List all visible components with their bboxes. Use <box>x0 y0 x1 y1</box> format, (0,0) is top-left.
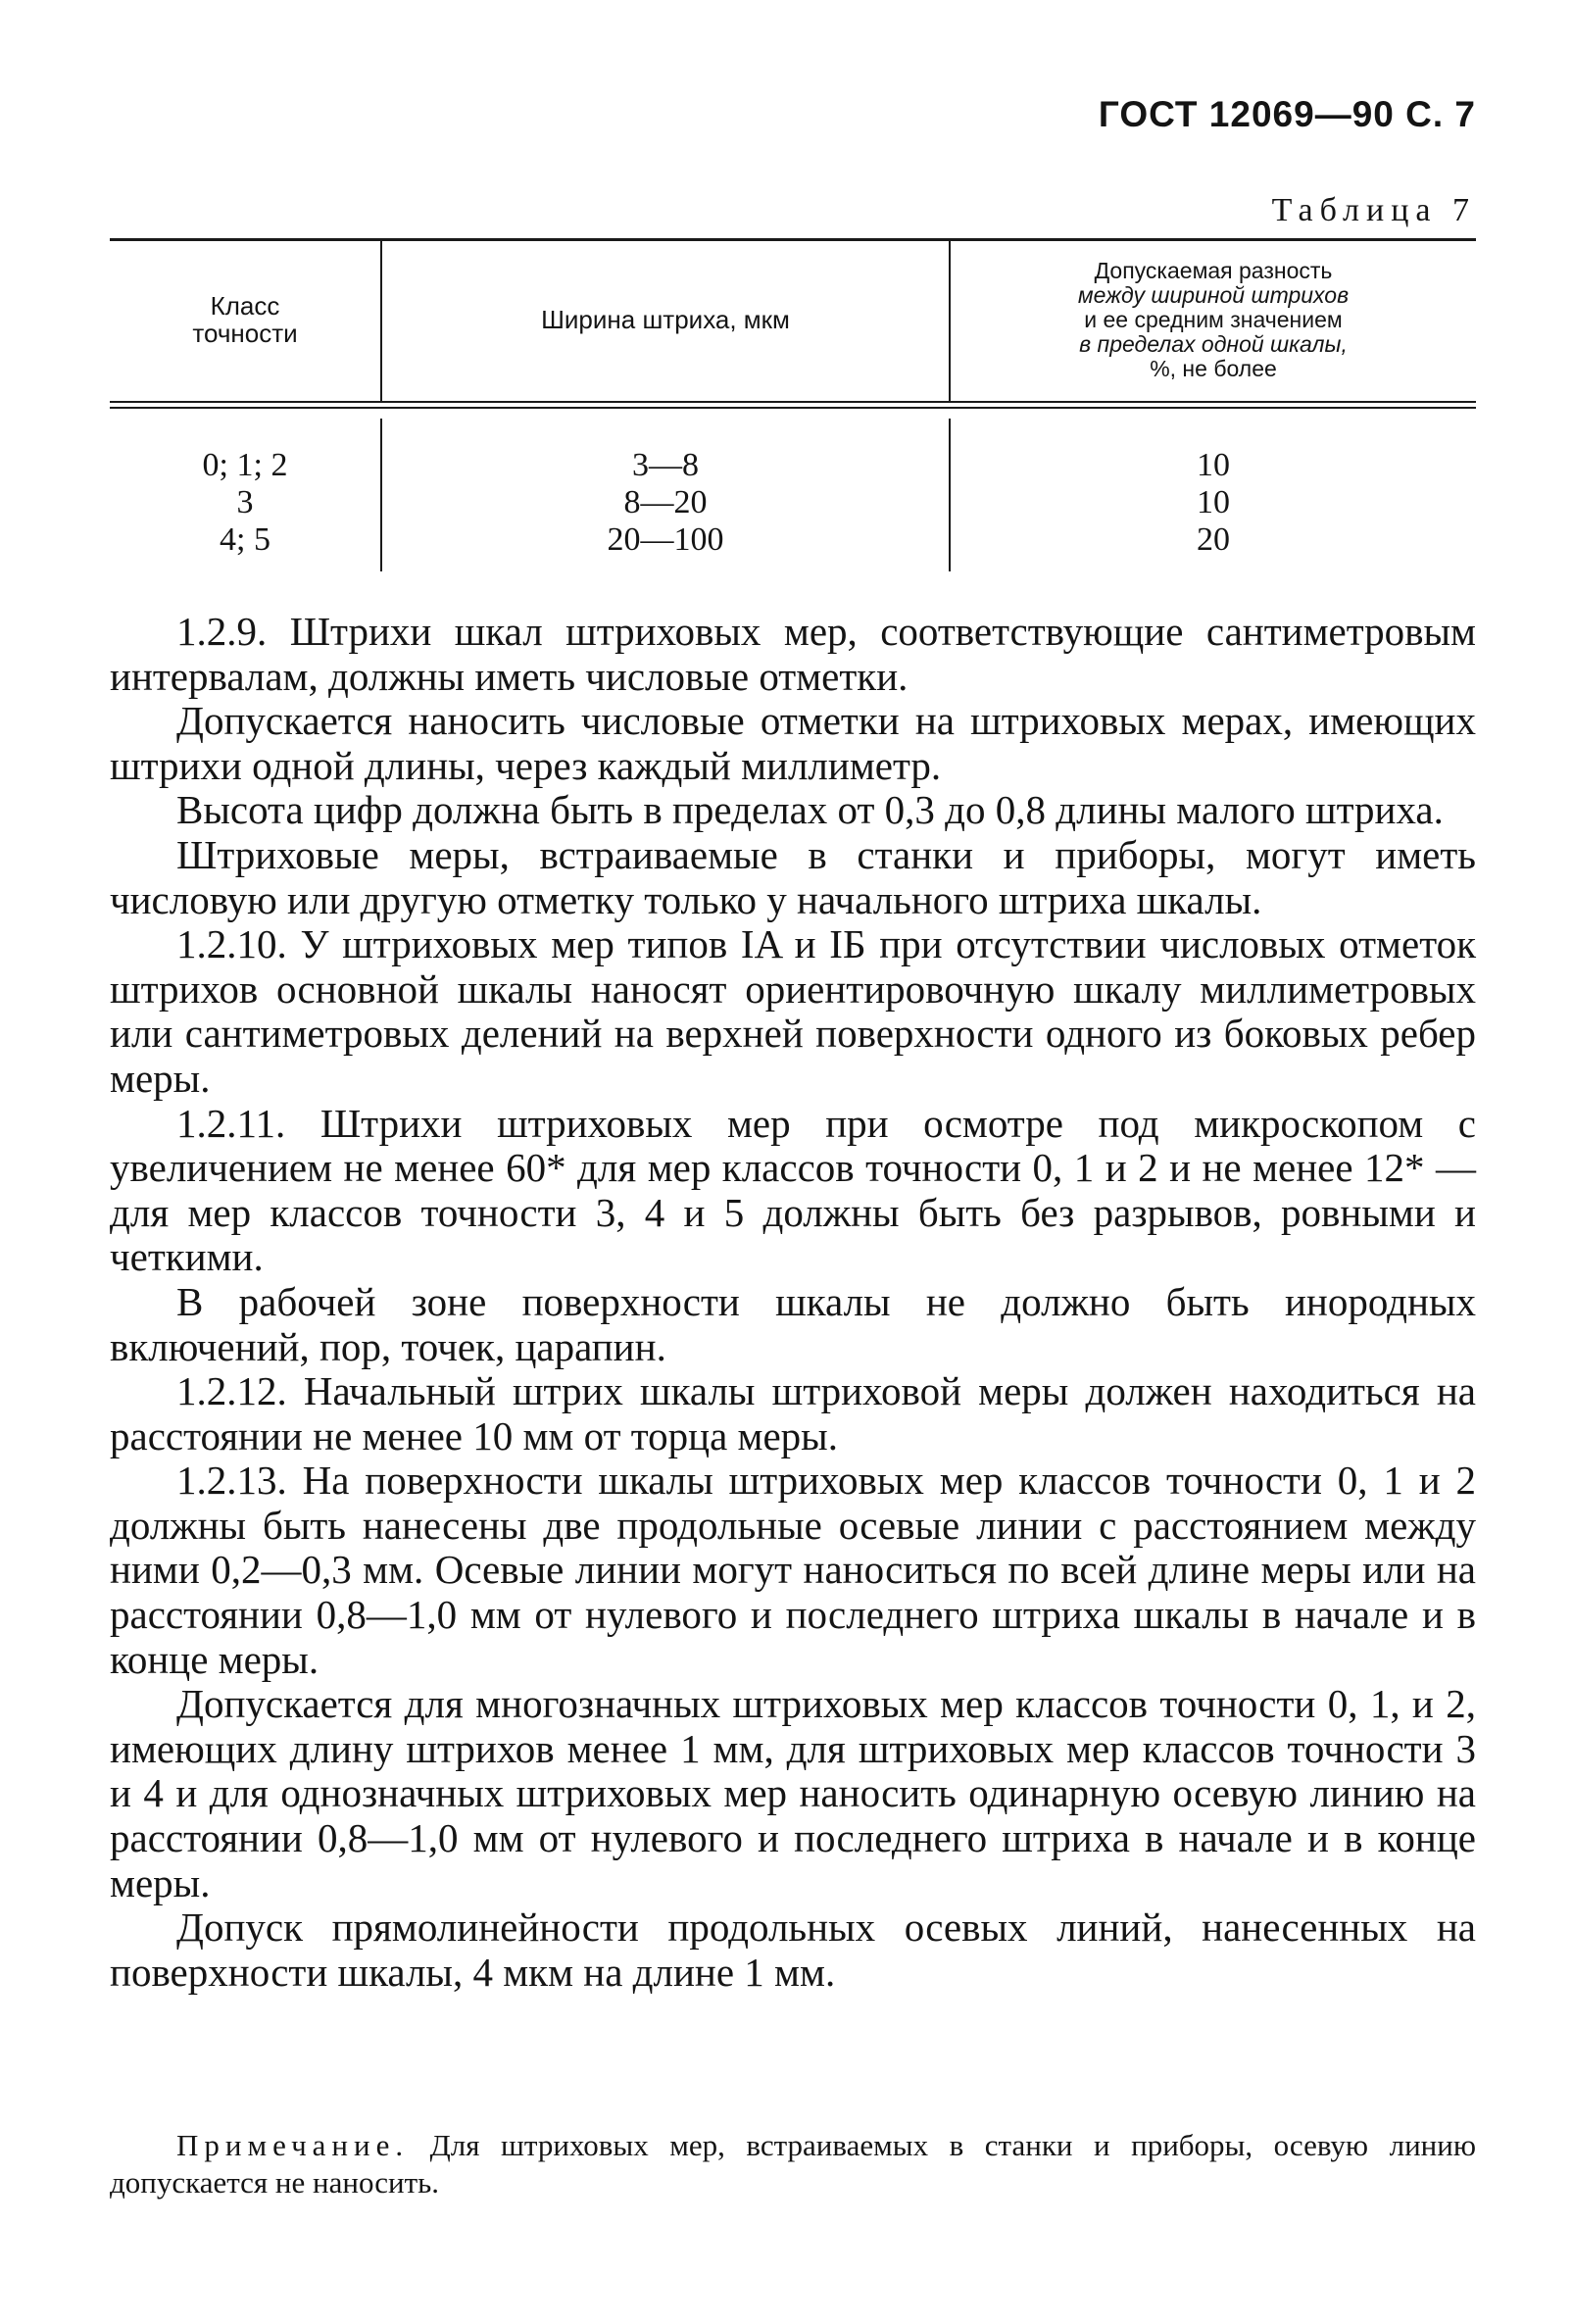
table-cell: 10 <box>1197 447 1230 483</box>
paragraph: Высота цифр должна быть в пределах от 0,3 до 0,8 длины малого штриха. <box>176 787 1444 833</box>
note-label: Примечание. <box>176 2128 410 2162</box>
paragraph: В рабочей зоне поверхности шкалы не должно быть инородных включений, пор, точек, царапин. <box>110 1278 1476 1369</box>
table-cell: 8—20 <box>623 484 708 520</box>
table-cell: 20 <box>1197 521 1230 558</box>
header-line: и ее средним значением <box>1084 306 1343 332</box>
column-header-class <box>110 238 380 401</box>
body-text <box>110 610 1476 1995</box>
table-cell: 10 <box>1197 484 1230 520</box>
header-line: в пределах одной шкалы, <box>1079 330 1348 357</box>
paragraph-1-2-10: 1.2.10. У штриховых мер типов IA и IБ при отсутствии числовых отметок штрихов основной шкалы наносят ориентировочную шкалу миллиметровых или сантиметровых делений на верхней поверхности одного из боковых ребер меры. <box>110 921 1476 1101</box>
table-cell: 3—8 <box>632 447 699 483</box>
paragraph-1-2-9: 1.2.9. Штрихи шкал штриховых мер, соответствующие сантиметровым интервалам, должны иметь числовые отметки. <box>110 609 1476 699</box>
table-cell: 0; 1; 2 <box>202 447 288 483</box>
tolerance-table <box>110 238 1476 571</box>
header-line: между шириной штрихов <box>1077 281 1350 308</box>
footnote <box>110 2127 1476 2201</box>
column-width-values <box>382 447 949 559</box>
header-line: %, не более <box>1150 355 1277 381</box>
table-header-rule-1 <box>110 401 1476 403</box>
table-header-rule-2 <box>110 407 1476 409</box>
column-header-difference <box>951 238 1476 401</box>
page-header: ГОСТ 12069—90 С. 7 <box>1098 94 1476 134</box>
paragraph-1-2-13: 1.2.13. На поверхности шкалы штриховых мер классов точности 0, 1 и 2 должны быть нанесены две продольные осевые линии с расстоянием между ними 0,2—0,3 мм. Осевые линии могут наноситься по всей длине меры или на расстоянии 0,8—1,0 мм от нулевого и последнего штриха шкалы в начале и в конце меры. <box>110 1458 1476 1682</box>
paragraph: Допускается наносить числовые отметки на штриховых мерах, имеющих штрихи одной длины, через каждый миллиметр. <box>110 698 1476 788</box>
table-caption: Таблица 7 <box>1271 192 1476 228</box>
header-line: Допускаемая разность <box>1094 257 1333 283</box>
paragraph-1-2-11: 1.2.11. Штрихи штриховых мер при осмотре под микроскопом с увеличением не менее 60* для мер классов точности 0, 1 и 2 и не менее 12* — для мер классов точности 3, 4 и 5 должны быть без разрывов, ровными и четкими. <box>110 1100 1476 1280</box>
column-difference-values <box>951 447 1476 559</box>
paragraph: Штриховые меры, встраиваемые в станки и приборы, могут иметь числовую или другую отметку только у начального штриха шкалы. <box>110 831 1476 922</box>
paragraph: Допускается для многозначных штриховых мер классов точности 0, 1, и 2, имеющих длину штрихов менее 1 мм, для штриховых мер классов точности 3 и 4 и для однозначных штриховых мер наносить одинарную осевую линию на расстоянии 0,8—1,0 мм от нулевого и последнего штриха в начале и в конце меры. <box>110 1681 1476 1905</box>
paragraph: Допуск прямолинейности продольных осевых линий, нанесенных на поверхности шкалы, 4 мкм на длине 1 мм. <box>110 1904 1476 1995</box>
table-cell: 20—100 <box>607 521 724 558</box>
header-line: Класс <box>210 291 280 321</box>
header-line: точности <box>192 319 298 348</box>
table-cell: 4; 5 <box>220 521 270 558</box>
note-text: Для штриховых мер, встраиваемых в станки и приборы, осевую линию допускается не наносить. <box>110 2128 1476 2200</box>
paragraph-1-2-12: 1.2.12. Начальный штрих шкалы штриховой меры должен находиться на расстоянии не менее 10 мм от торца меры. <box>110 1368 1476 1459</box>
column-header-width <box>382 238 949 401</box>
column-class-values <box>110 447 380 559</box>
header-line: Ширина штриха, мкм <box>541 305 790 334</box>
table-cell: 3 <box>236 484 254 520</box>
